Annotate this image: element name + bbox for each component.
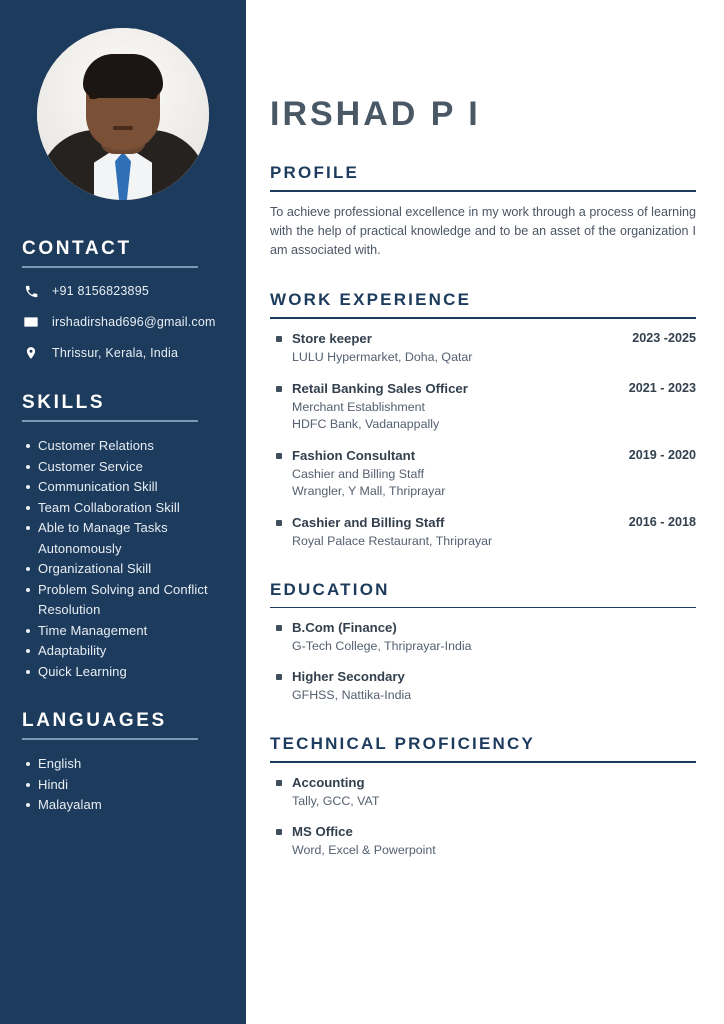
location-icon xyxy=(22,344,40,362)
list-item: Able to Manage Tasks Autonomously xyxy=(38,518,224,559)
work-entry xyxy=(270,514,696,550)
list-item: Malayalam xyxy=(38,795,224,816)
avatar-eye-right xyxy=(148,94,157,99)
square-bullet-icon xyxy=(276,336,282,342)
languages-list xyxy=(22,754,224,816)
work-entry-line: Cashier and Billing Staff xyxy=(292,466,425,481)
list-item: Problem Solving and Conflict Resolution xyxy=(38,580,224,621)
square-bullet-icon xyxy=(276,829,282,835)
education-entry-body xyxy=(292,668,696,704)
work-entry-body xyxy=(292,330,620,366)
education-entry-title: Higher Secondary xyxy=(292,669,405,685)
contact-heading: CONTACT xyxy=(22,238,132,259)
contact-item-location xyxy=(22,344,224,362)
work-entry-title: Cashier and Billing Staff xyxy=(292,514,445,530)
work-entry xyxy=(270,330,696,366)
skills-heading-rule xyxy=(22,420,198,422)
avatar-hair xyxy=(83,54,163,98)
contact-email-text: irshadirshad696@gmail.com xyxy=(52,315,216,329)
avatar-container xyxy=(22,28,224,200)
profile-text: To achieve professional excellence in my work through a process of learning with the help of practical knowledge and to be an asset of the organization I am associated with. xyxy=(270,204,696,257)
work-entry-line: Royal Palace Restaurant, Thriprayar xyxy=(292,533,493,548)
languages-heading: LANGUAGES xyxy=(22,710,167,731)
list-item: Customer Relations xyxy=(38,436,224,457)
work-entry-line: Wrangler, Y Mall, Thriprayar xyxy=(292,483,446,498)
list-item: Hindi xyxy=(38,775,224,796)
contact-list xyxy=(22,282,224,362)
work-entry-body xyxy=(292,380,617,433)
education-entry-body xyxy=(292,619,696,655)
square-bullet-icon xyxy=(276,453,282,459)
work-entry xyxy=(270,447,696,500)
education-entry xyxy=(270,668,696,704)
work-entry-line: LULU Hypermarket, Doha, Qatar xyxy=(292,349,473,364)
technical-entry xyxy=(270,823,696,859)
page-title: IRSHAD P I xyxy=(270,95,481,133)
education-entry-line: G-Tech College, Thriprayar-India xyxy=(292,639,472,654)
list-item: Adaptability xyxy=(38,641,224,662)
email-icon xyxy=(22,313,40,331)
profile-rule xyxy=(270,190,696,192)
education-rule xyxy=(270,607,696,609)
skills-heading: SKILLS xyxy=(22,392,106,413)
avatar-eye-left xyxy=(89,94,98,99)
work-experience-heading: WORK EXPERIENCE xyxy=(270,289,472,309)
work-entry-body xyxy=(292,514,617,550)
list-item: Communication Skill xyxy=(38,477,224,498)
work-entry xyxy=(270,380,696,433)
education-entry-line: GFHSS, Nattika-India xyxy=(292,688,412,703)
main-content xyxy=(246,0,724,1024)
list-item: Organizational Skill xyxy=(38,559,224,580)
list-item: Team Collaboration Skill xyxy=(38,498,224,519)
sidebar xyxy=(0,0,246,1024)
education-heading: EDUCATION xyxy=(270,579,390,599)
work-experience-rule xyxy=(270,317,696,319)
square-bullet-icon xyxy=(276,780,282,786)
skills-list xyxy=(22,436,224,682)
work-entry-line: Merchant Establishment xyxy=(292,399,425,414)
education-entry xyxy=(270,619,696,655)
list-item: Quick Learning xyxy=(38,662,224,683)
avatar xyxy=(37,28,209,200)
phone-icon xyxy=(22,282,40,300)
contact-location-text: Thrissur, Kerala, India xyxy=(52,346,179,360)
work-entry-body xyxy=(292,447,617,500)
list-item: Customer Service xyxy=(38,457,224,478)
contact-phone-text: +91 8156823895 xyxy=(52,284,149,298)
technical-proficiency-rule xyxy=(270,761,696,763)
list-item: English xyxy=(38,754,224,775)
work-entry-date: 2021 - 2023 xyxy=(628,380,696,395)
technical-entry xyxy=(270,774,696,810)
work-entry-title: Fashion Consultant xyxy=(292,447,416,463)
square-bullet-icon xyxy=(276,520,282,526)
languages-heading-rule xyxy=(22,738,198,740)
work-entry-date: 2023 -2025 xyxy=(632,330,696,345)
technical-entry-line: Word, Excel & Powerpoint xyxy=(292,842,436,857)
contact-item-phone xyxy=(22,282,224,300)
work-entry-date: 2016 - 2018 xyxy=(628,514,696,529)
technical-entry-title: Accounting xyxy=(292,774,365,790)
contact-item-email xyxy=(22,313,224,331)
list-item: Time Management xyxy=(38,621,224,642)
technical-entry-title: MS Office xyxy=(292,823,353,839)
education-entry-title: B.Com (Finance) xyxy=(292,620,397,636)
square-bullet-icon xyxy=(276,386,282,392)
work-entry-title: Retail Banking Sales Officer xyxy=(292,380,468,396)
contact-heading-rule xyxy=(22,266,198,268)
work-entry-line: HDFC Bank, Vadanappally xyxy=(292,416,440,431)
technical-proficiency-heading: TECHNICAL PROFICIENCY xyxy=(270,734,536,754)
technical-entry-body xyxy=(292,823,696,859)
work-entry-title: Store keeper xyxy=(292,330,372,346)
technical-entry-body xyxy=(292,774,696,810)
square-bullet-icon xyxy=(276,625,282,631)
avatar-mouth xyxy=(113,126,133,130)
profile-heading: PROFILE xyxy=(270,163,360,183)
work-entry-date: 2019 - 2020 xyxy=(628,447,696,462)
technical-entry-line: Tally, GCC, VAT xyxy=(292,793,380,808)
square-bullet-icon xyxy=(276,674,282,680)
